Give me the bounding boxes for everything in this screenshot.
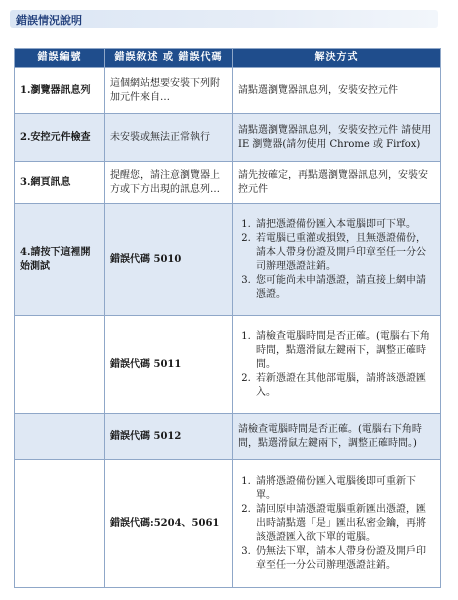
table-row [15,162,441,204]
table-row [15,204,441,316]
solution-steps [238,218,435,302]
row-error-description: 錯誤代碼 5011 [105,316,233,414]
row-error-description: 錯誤代碼 5010 [105,204,233,316]
solution-step: 3. 仍無法下單，請本人帶身份證及開戶印章至任一分公司辦理憑證註銷。 [254,545,435,573]
row-error-code: 2.安控元件檢查 [15,114,105,162]
row-solution: 請點選瀏覽器訊息列，安裝安控元件 [233,68,441,114]
table-header-row [15,49,441,68]
row-error-description: 未安裝或無法正常執行 [105,114,233,162]
row-solution: 請點選瀏覽器訊息列，安裝安控元件 請使用 IE 瀏覽器(請勿使用 Chrome 或 Firfox) [233,114,441,162]
row-error-code [15,460,105,588]
row-solution [233,316,441,414]
row-error-code: 4.請按下這裡開始測試 [15,204,105,316]
solution-step: 1. 請檢查電腦時間是否正確。(電腦右下角時間，點選滑鼠左鍵兩下，調整正確時間。 [254,330,435,372]
solution-step: 2. 若新憑證在其他部電腦，請將該憑證匯入。 [254,372,435,400]
solution-step: 1. 請把憑證備份匯入本電腦即可下單。 [254,218,435,232]
header-error-code: 錯誤編號 [15,49,105,68]
row-error-description: 這個網站想要安裝下列附加元件來自… [105,68,233,114]
row-error-code [15,316,105,414]
section-header [10,10,438,28]
row-solution [233,460,441,588]
solution-step: 3. 您可能尚未申請憑證，請直接上網申請憑證。 [254,274,435,302]
row-solution [233,204,441,316]
table-row [15,68,441,114]
row-error-description: 提醒您，請注意瀏覽器上方或下方出現的訊息列… [105,162,233,204]
row-error-code [15,414,105,460]
header-error-description: 錯誤敘述 或 錯誤代碼 [105,49,233,68]
row-error-description: 錯誤代碼:5204、5061 [105,460,233,588]
solution-step: 1. 請將憑證備份匯入電腦後即可重新下單。 [254,475,435,503]
table-row [15,114,441,162]
row-error-code: 1.瀏覽器訊息列 [15,68,105,114]
table-row [15,316,441,414]
solution-step: 2. 若電腦已重灌或損毀，且無憑證備份，請本人帶身份證及開戶印章至任一分公司辦理憑證註銷。 [254,232,435,274]
table-row [15,460,441,588]
solution-step: 2. 請回原申請憑證電腦重新匯出憑證，匯出時請點選「是」匯出私密金鑰，再將該憑證匯入欲下單的電腦。 [254,503,435,545]
row-solution: 請檢查電腦時間是否正確。(電腦右下角時間，點選滑鼠左鍵兩下，調整正確時間。) [233,414,441,460]
section-title: 錯誤情況說明 [16,14,82,27]
error-table [14,48,441,588]
solution-steps [238,475,435,573]
row-solution: 請先按確定，再點選瀏覽器訊息列，安裝安控元件 [233,162,441,204]
table-row [15,414,441,460]
row-error-code: 3.網頁訊息 [15,162,105,204]
header-solution: 解決方式 [233,49,441,68]
row-error-description: 錯誤代碼 5012 [105,414,233,460]
solution-steps [238,330,435,400]
